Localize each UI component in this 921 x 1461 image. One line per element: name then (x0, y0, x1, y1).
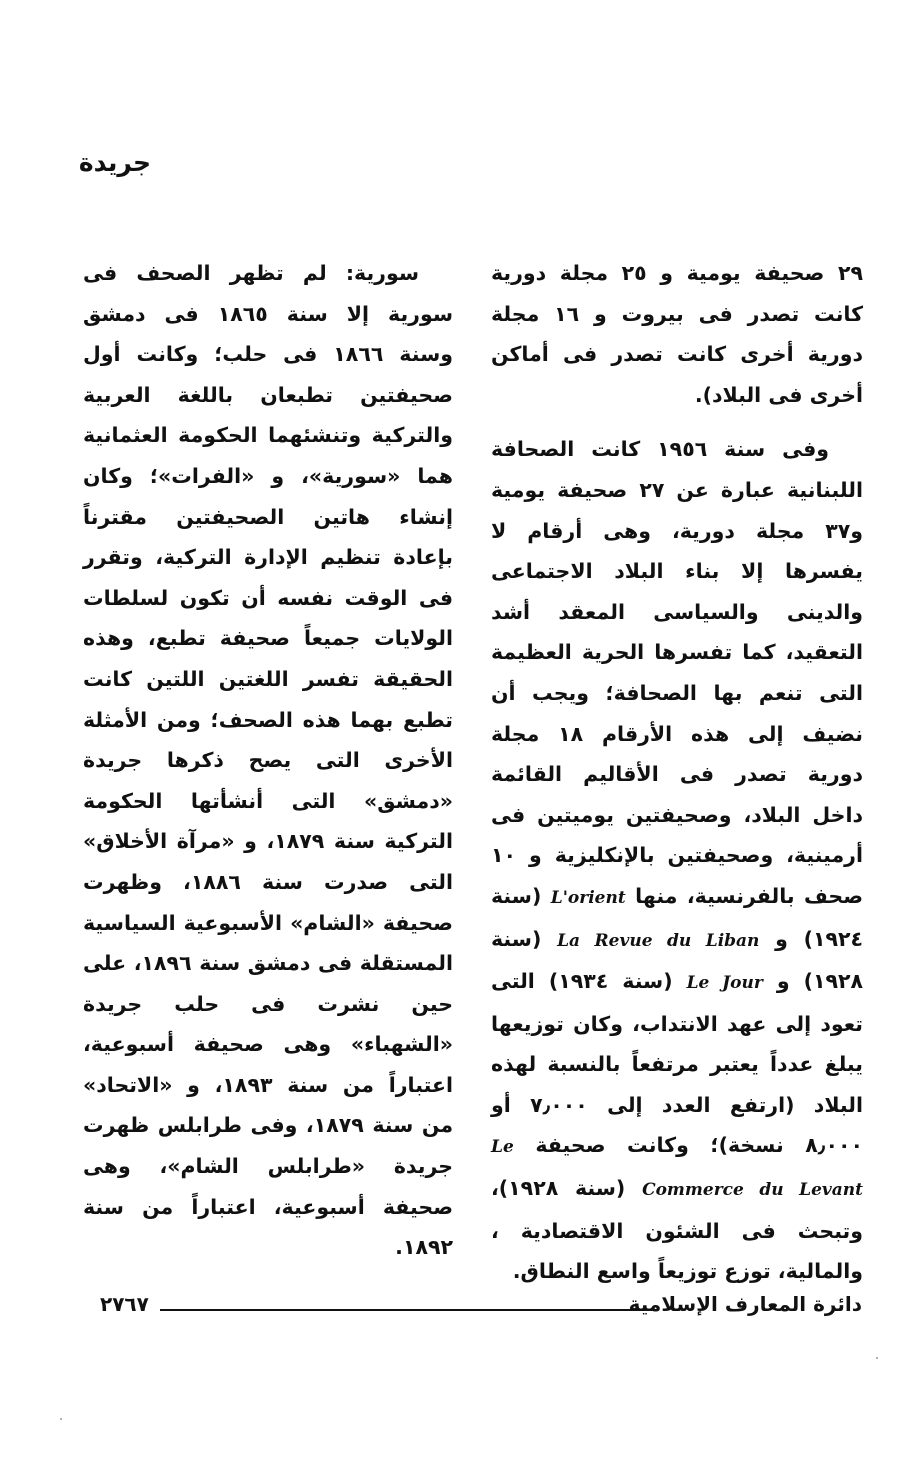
latin-title-le-commerce-du-levant: Le Commerce du Levant (491, 1137, 864, 1201)
paragraph-text: (سنة ١٩٢٨) و (491, 926, 864, 994)
journal-name: دائرة المعارف الإسلامية (628, 1292, 862, 1316)
footer-rule (160, 1309, 652, 1311)
paragraph-text: (سنة ١٩٢٨)، وتبحث فى الشئون الاقتصادية ، والمالية، توزع توزيعاً واسع النطاق. (491, 1176, 863, 1284)
paragraph-text: (سنة ١٩٢٤) و (491, 883, 864, 951)
running-title: جريدة (78, 148, 151, 177)
text-column-right (491, 253, 863, 1292)
paragraph-lebanese-press (491, 429, 863, 1291)
page-number: ٢٧٦٧ (100, 1292, 149, 1316)
paragraph-text: وفى سنة ١٩٥٦ كانت الصحافة اللبنانية عبارة عن ٢٧ صحيفة يومية و٣٧ مجلة دورية، وهى أرقام لا يفسرها إلا بناء البلاد الاجتماعى والدينى والسياسى المعقد أشد التعقيد، كما تفسرها الحرية العظيمة التى تنعم بها الصحافة؛ ويجب أن نضيف إلى هذه الأرقام ١٨ مجلة دورية تصدر فى الأقاليم القائمة داخل البلاد، وصحيفتين يوميتين فى أرمينية، وصحيفتين بالإنكليزية و ١٠ صحف بالفرنسية، منها (491, 437, 864, 908)
text-column-left (83, 253, 453, 1268)
scan-speck (876, 1357, 878, 1359)
scan-speck (60, 1418, 62, 1420)
paragraph-text: (سنة ١٩٣٤) التى تعود إلى عهد الانتداب، وكان توزيعها يبلغ عدداً يعتبر مرتفعاً بالنسبة لهذه البلاد (ارتفع العدد إلى ٧٫٠٠٠ أو ٨٫٠٠٠ نسخة)؛ وكانت صحيفة (491, 969, 863, 1158)
paragraph-syria: سورية: لم تظهر الصحف فى سورية إلا سنة ١٨٦٥ فى دمشق وسنة ١٨٦٦ فى حلب؛ وكانت أول صحيفتين تطبعان باللغة العربية والتركية وتنشئهما الحكومة العثمانية هما «سورية»، و «الفرات»؛ وكان إنشاء هاتين الصحيفتين مقترناً بإعادة تنظيم الإدارة التركية، وتقرر فى الوقت نفسه أن تكون لسلطات الولايات جميعاً صحيفة تطبع، وهذه الحقيقة تفسر اللغتين اللتين كانت تطبع بهما هذه الصحف؛ ومن الأمثلة الأخرى التى يصح ذكرها جريدة «دمشق» التى أنشأتها الحكومة التركية سنة ١٨٧٩، و «مرآة الأخلاق» التى صدرت سنة ١٨٨٦، وظهرت صحيفة «الشام» الأسبوعية السياسية المستقلة فى دمشق سنة ١٨٩٦، على حين نشرت فى حلب جريدة «الشهباء» وهى صحيفة أسبوعية، اعتباراً من سنة ١٨٩٣، و «الاتحاد» من سنة ١٨٧٩، وفى طرابلس ظهرت جريدة «طرابلس الشام»، وهى صحيفة أسبوعية، اعتباراً من سنة ١٨٩٢. (83, 261, 454, 1260)
latin-title-revue-du-liban: La Revue du Liban (557, 930, 760, 951)
page-footer (100, 1292, 862, 1322)
latin-title-lorient: L'orient (550, 887, 626, 908)
paragraph-continued: ٢٩ صحيفة يومية و ٢٥ مجلة دورية كانت تصدر فى بيروت و ١٦ مجلة دورية أخرى كانت تصدر فى أماكن أخرى فى البلاد). (491, 261, 864, 407)
latin-title-le-jour: Le Jour (686, 973, 763, 994)
